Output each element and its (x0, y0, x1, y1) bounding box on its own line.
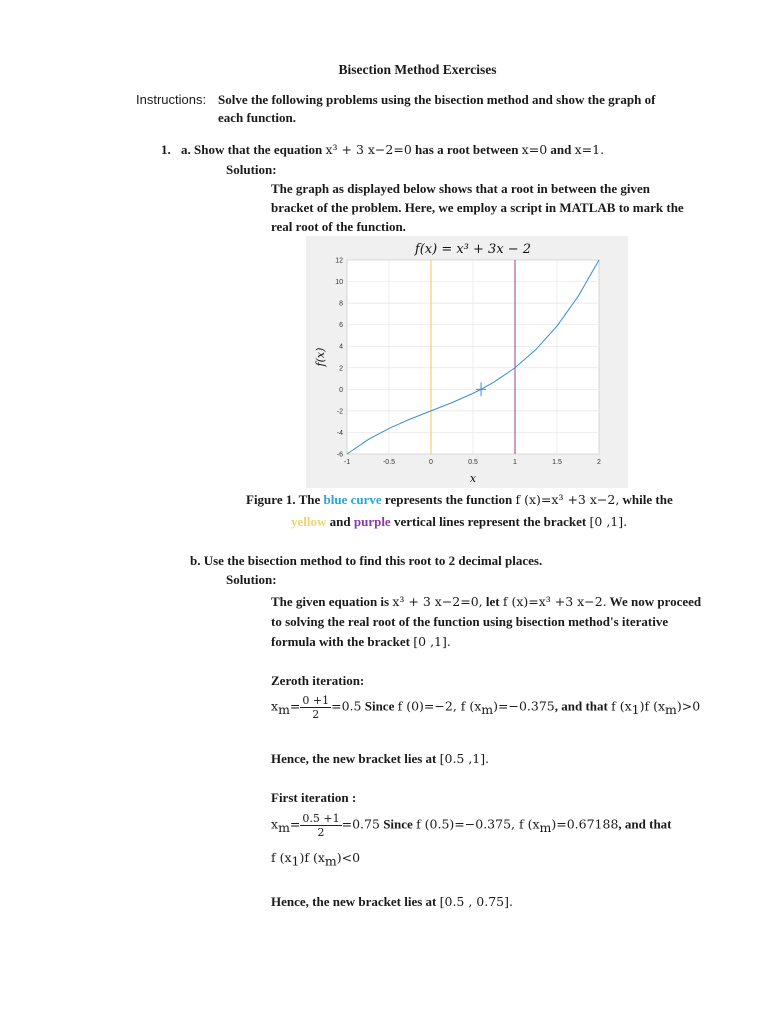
y-tick-label: 12 (335, 257, 343, 265)
x-tick-label: 0.5 (468, 459, 478, 466)
first-iteration-formula: $x_m=$ $\frac{0.5 +1}{2}$ =0.75 Since f (0.5)=−0.375, f $(x_m)=0.67188$, and that (271, 812, 672, 839)
solution-1a-para-line3: real root of the function. (271, 219, 406, 234)
problem-1a-text: a. Show that the equation x³ + 3 x−2=0 has a root between x=0 and x=1. (181, 142, 605, 157)
function-plot (306, 236, 628, 488)
solution-1b-line2: to solving the real root of the function using bisection method's iterative (271, 614, 669, 629)
x-tick-label: -0.5 (382, 459, 396, 466)
figure-caption-line1: Figure 1. The blue curve represents the function f (x)=x³ +3 x−2, while the (246, 492, 673, 507)
problem-1b-text: b. Use the bisection method to find this root to 2 decimal places. (190, 553, 543, 568)
y-tick-label: -6 (336, 451, 343, 459)
instructions-text-line2: each function. (218, 110, 296, 125)
solution-label-1a: Solution: (226, 162, 277, 177)
y-axis-label: f(x) (314, 347, 327, 367)
x-tick-label: 0 (429, 459, 433, 466)
solution-1a-para-line2: bracket of the problem. Here, we employ a script in MATLAB to mark the (271, 200, 684, 215)
solution-1a-para-line1: The graph as displayed below shows that a root in between the given (271, 181, 650, 196)
chart-title: f(x) = x³ + 3x − 2 (414, 242, 532, 257)
y-tick-label: 8 (339, 300, 343, 308)
first-new-bracket: Hence, the new bracket lies at [0.5 , 0.75]. (271, 894, 513, 909)
y-tick-label: -4 (336, 429, 343, 437)
first-iteration-condition: f $(x_1)f$ $(x_m)<0$ (271, 850, 361, 869)
x-axis-label: x (469, 472, 477, 485)
x-tick-label: -1 (343, 459, 351, 466)
y-tick-label: 4 (339, 343, 343, 351)
figure-caption-line2: yellow and purple vertical lines represent the bracket [0 ,1]. (291, 514, 628, 529)
y-tick-label: 6 (339, 322, 343, 330)
y-tick-label: 2 (339, 365, 343, 373)
instructions-label: Instructions: (136, 92, 207, 107)
first-iteration-heading: First iteration : (271, 790, 357, 805)
y-tick-label: 0 (339, 386, 343, 394)
x-tick-label: 1 (513, 459, 517, 466)
zeroth-new-bracket: Hence, the new bracket lies at [0.5 ,1]. (271, 751, 490, 766)
problem-number: 1. (161, 142, 171, 157)
x-tick-label: 2 (597, 459, 601, 466)
solution-label-1b: Solution: (226, 572, 277, 587)
solution-1b-line1: The given equation is x³ + 3 x−2=0, let f (x)=x³ +3 x−2. We now proceed (271, 594, 702, 609)
document-title: Bisection Method Exercises (338, 62, 497, 77)
zeroth-iteration-heading: Zeroth iteration: (271, 673, 365, 688)
x-tick-label: 1.5 (552, 459, 562, 466)
zeroth-iteration-formula: $x_m=$ $\frac{0 +1}{2}$ =0.5 Since f (0)=−2, f $(x_m)=-0.375$, and that f $(x_1)f$ $(x_m)>0$ (271, 694, 701, 721)
y-tick-label: -2 (336, 408, 343, 416)
y-tick-label: 10 (335, 279, 343, 287)
instructions-text-line1: Solve the following problems using the bisection method and show the graph of (218, 92, 656, 107)
solution-1b-line3: formula with the bracket [0 ,1]. (271, 634, 451, 649)
